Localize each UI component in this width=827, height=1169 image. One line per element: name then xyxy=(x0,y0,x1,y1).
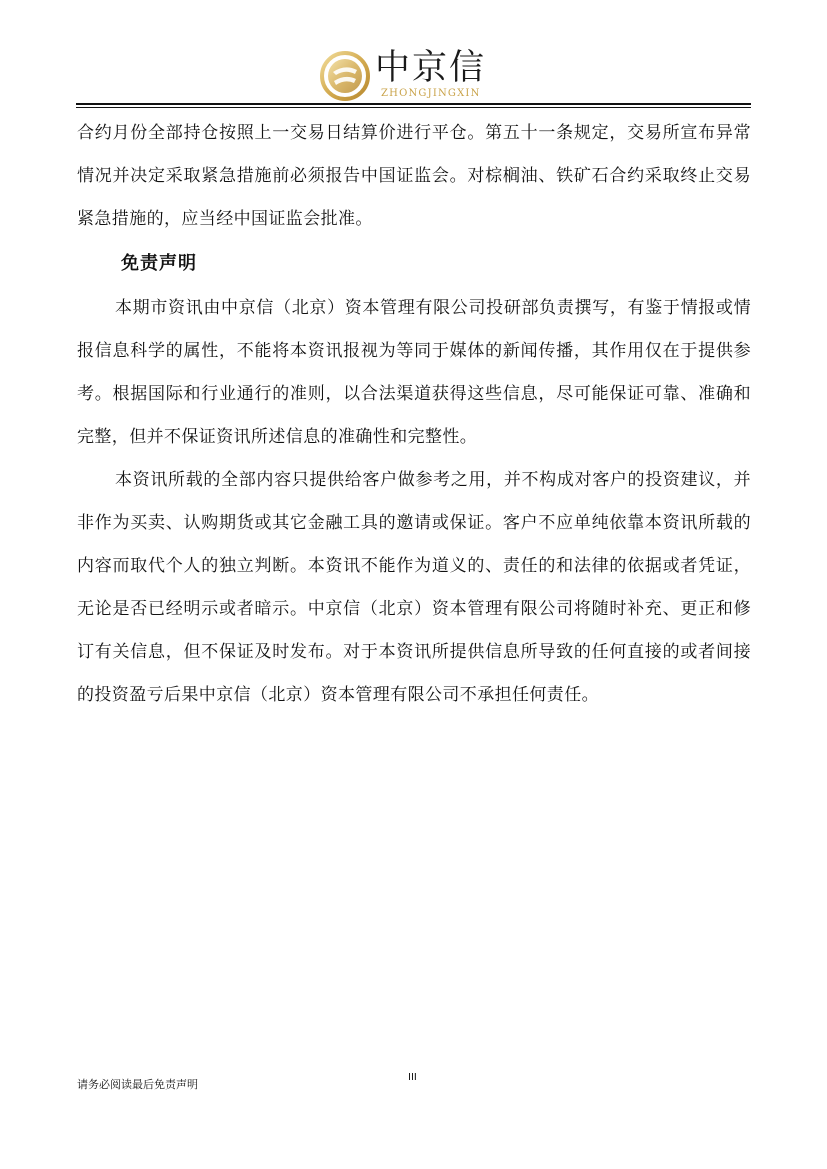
document-body xyxy=(77,112,751,717)
logo-chinese-name: 中京信 xyxy=(375,48,487,88)
disclaimer-paragraph-2: 本资讯所载的全部内容只提供给客户做参考之用，并不构成对客户的投资建议，并非作为买卖、认购期货或其它金融工具的邀请或保证。客户不应单纯依靠本资讯所载的内容而取代个人的独立判断。本资讯不能作为道义的、责任的和法律的依据或者凭证，无论是否已经明示或者暗示。中京信（北京）资本管理有限公司将随时补充、更正和修订有关信息，但不保证及时发布。对于本资讯所提供信息所导致的任何直接的或者间接的投资盈亏后果中京信（北京）资本管理有限公司不承担任何责任。 xyxy=(77,470,751,705)
gold-ring-logo-icon xyxy=(319,50,371,102)
footer-disclaimer-note: 请务必阅读最后免责声明 xyxy=(77,1078,198,1091)
disclaimer-paragraph-1: 本期市资讯由中京信（北京）资本管理有限公司投研部负责撰写，有鉴于情报或情报信息科学的属性，不能将本资讯报视为等同于媒体的新闻传播，其作用仅在于提供参考。根据国际和行业通行的准则，以合法渠道获得这些信息，尽可能保证可靠、准确和完整，但并不保证资讯所述信息的准确性和完整性。 xyxy=(77,298,751,447)
company-logo xyxy=(319,46,519,106)
disclaimer-title: 免责声明 xyxy=(121,253,197,274)
page-footer xyxy=(0,1060,827,1120)
header-divider-thin xyxy=(76,107,751,108)
page-number: III xyxy=(408,1072,417,1083)
header-divider xyxy=(76,103,751,105)
logo-english-name: ZHONGJINGXIN xyxy=(381,88,481,99)
page-header xyxy=(0,0,827,112)
continuation-paragraph: 合约月份全部持仓按照上一交易日结算价进行平仓。第五十一条规定，交易所宣布异常情况并决定采取紧急措施前必须报告中国证监会。对棕榈油、铁矿石合约采取终止交易紧急措施的，应当经中国证监会批准。 xyxy=(77,123,751,229)
